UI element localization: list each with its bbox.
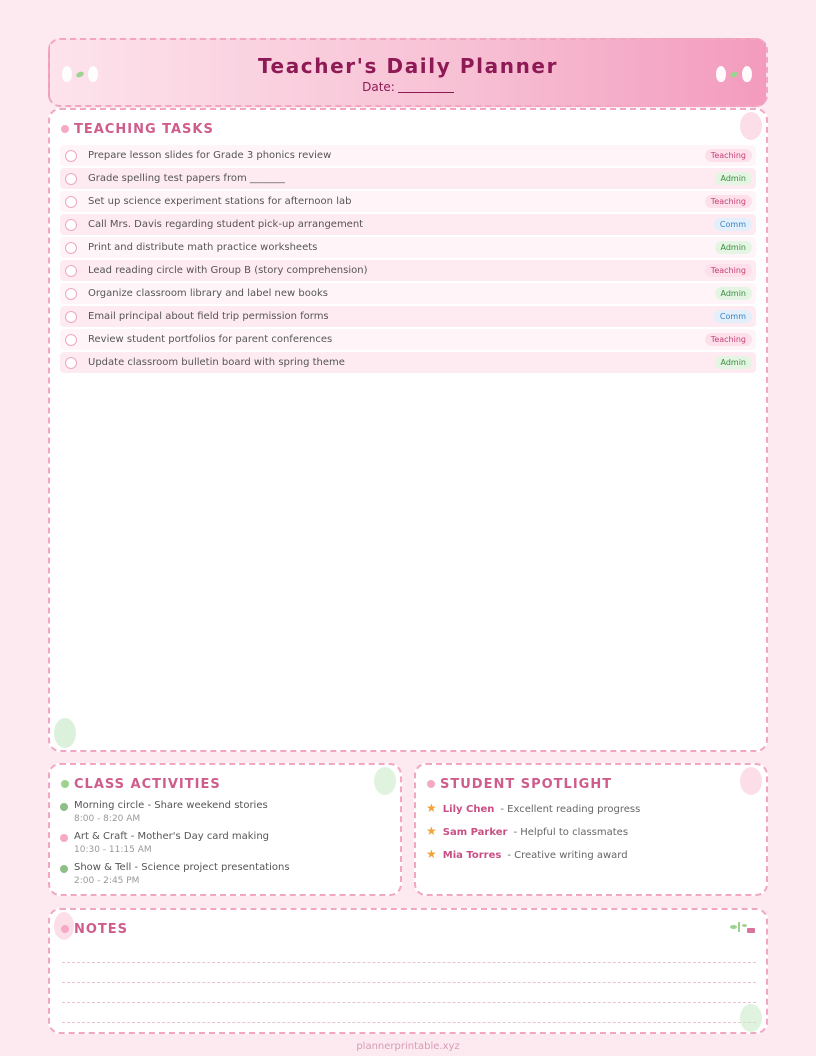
task-text: Grade spelling test papers from _______ [88,173,285,184]
spotlight-note: - Creative writing award [507,850,628,861]
task-tag: Teaching [705,149,752,162]
spotlight-item [426,801,640,815]
task-row [60,168,756,189]
task-tag: Teaching [705,333,752,346]
student-spotlight-card [414,763,768,896]
task-checkbox[interactable] [65,242,77,254]
task-tag: Comm [714,218,752,231]
star-icon: ★ [426,801,437,815]
activity-time: 8:00 - 8:20 AM [74,814,141,824]
spotlight-item [426,847,628,861]
task-list [60,145,756,375]
section-bullet-icon [61,780,69,788]
section-title-tasks: TEACHING TASKS [74,122,214,137]
student-name: Mia Torres [442,850,502,861]
date-label: Date: [362,80,395,94]
task-text: Print and distribute math practice worksheets [88,242,318,253]
date-blank-line [398,92,454,93]
activity-bullet-icon [60,834,68,842]
star-icon: ★ [426,824,437,838]
task-row [60,306,756,327]
pencil-icon [730,922,756,934]
section-bullet-icon [61,925,69,933]
flower-decoration-icon [740,112,762,140]
notes-line[interactable] [62,962,756,963]
task-row [60,329,756,350]
planner-header [48,38,768,107]
task-checkbox[interactable] [65,334,77,346]
activity-time: 10:30 - 11:15 AM [74,845,152,855]
activity-text: Morning circle - Share weekend stories [74,800,268,811]
date-field[interactable] [50,80,766,94]
activity-item [60,831,269,855]
spotlight-note: - Helpful to classmates [513,827,629,838]
activity-item [60,862,290,886]
task-checkbox[interactable] [65,311,77,323]
flower-decoration-right [716,66,752,82]
task-tag: Comm [714,310,752,323]
task-text: Email principal about field trip permission forms [88,311,329,322]
task-tag: Admin [715,356,753,369]
task-tag: Admin [715,287,753,300]
task-text: Lead reading circle with Group B (story comprehension) [88,265,368,276]
task-row [60,352,756,373]
activity-bullet-icon [60,803,68,811]
activity-time: 2:00 - 2:45 PM [74,876,140,886]
task-tag: Admin [715,241,753,254]
task-text: Review student portfolios for parent conferences [88,334,333,345]
task-tag: Admin [715,172,753,185]
star-icon: ★ [426,847,437,861]
student-name: Sam Parker [442,827,508,838]
task-row [60,237,756,258]
task-checkbox[interactable] [65,150,77,162]
spotlight-item [426,824,628,838]
section-title-notes: NOTES [74,922,129,937]
activity-text: Art & Craft - Mother's Day card making [74,831,270,842]
task-checkbox[interactable] [65,196,77,208]
spotlight-note: - Excellent reading progress [500,804,641,815]
task-row [60,283,756,304]
activity-bullet-icon [60,865,68,873]
task-row [60,145,756,166]
notes-card [48,908,768,1034]
leaf-decoration-icon [374,767,396,795]
section-bullet-icon [61,125,69,133]
student-name: Lily Chen [442,804,495,815]
task-text: Set up science experiment stations for afternoon lab [88,196,352,207]
notes-line[interactable] [62,1002,756,1003]
section-bullet-icon [427,780,435,788]
task-checkbox[interactable] [65,265,77,277]
task-checkbox[interactable] [65,219,77,231]
class-activities-card [48,763,402,896]
task-text: Call Mrs. Davis regarding student pick-up arrangement [88,219,364,230]
page-title: Teacher's Daily Planner [257,54,559,78]
task-text: Prepare lesson slides for Grade 3 phonics review [88,150,332,161]
flower-decoration-left [62,66,98,82]
task-checkbox[interactable] [65,357,77,369]
section-title-activities: CLASS ACTIVITIES [74,777,221,792]
task-text: Update classroom bulletin board with spring theme [88,357,345,368]
section-title-spotlight: STUDENT SPOTLIGHT [440,777,613,792]
flower-decoration-icon [740,767,762,795]
notes-line[interactable] [62,982,756,983]
task-checkbox[interactable] [65,173,77,185]
task-tag: Teaching [705,264,752,277]
task-row [60,260,756,281]
task-row [60,214,756,235]
teaching-tasks-card [48,108,768,752]
leaf-decoration-icon [740,1004,762,1032]
notes-line[interactable] [62,1022,756,1023]
activity-text: Show & Tell - Science project presentations [74,862,290,873]
leaf-decoration-icon [54,718,76,748]
footer-url: plannerprintable.xyz [356,1041,460,1052]
task-text: Organize classroom library and label new books [88,288,328,299]
task-tag: Teaching [705,195,752,208]
activity-item [60,800,268,824]
task-row [60,191,756,212]
task-checkbox[interactable] [65,288,77,300]
